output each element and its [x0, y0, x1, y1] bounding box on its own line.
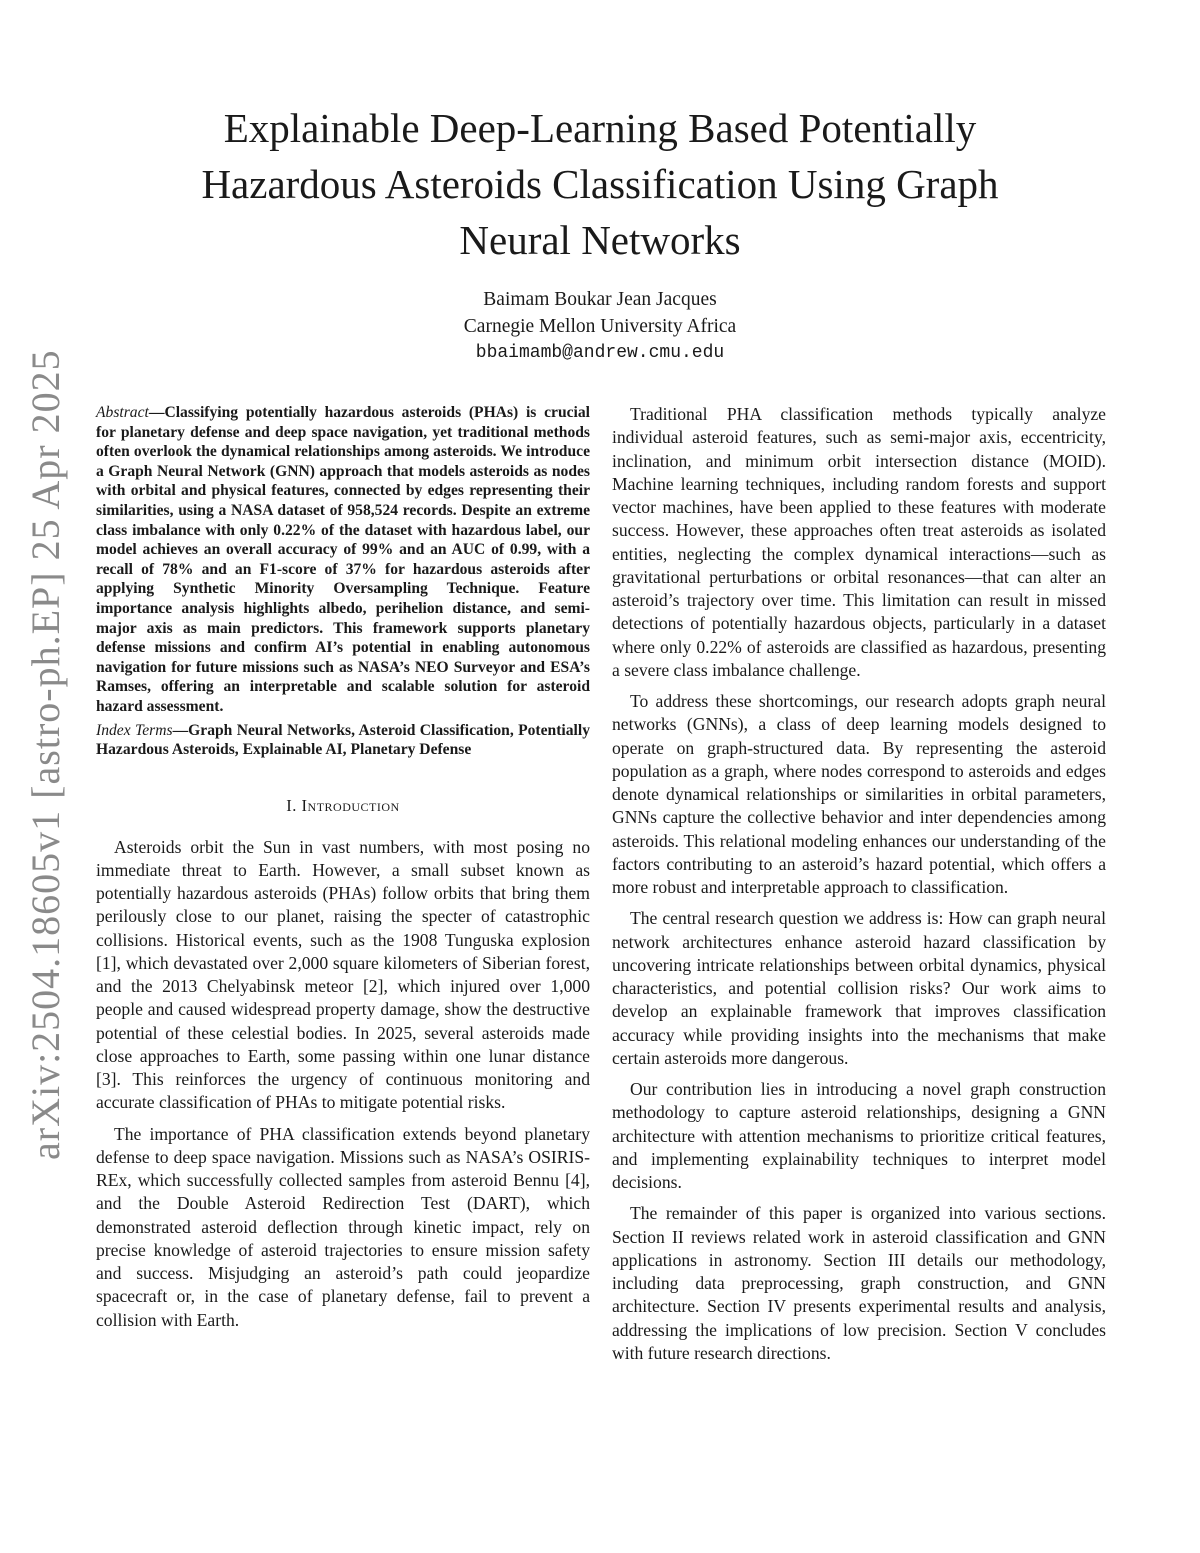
abstract-label: Abstract [96, 404, 149, 421]
index-terms [96, 721, 590, 760]
index-terms-text: —Graph Neural Networks, Asteroid Classification, Potentially Hazardous Asteroids, Explainable AI, Planetary Defense [96, 721, 590, 759]
paragraph: Our contribution lies in introducing a novel graph construction methodology to capture asteroid relationships, designing a GNN architecture with attention mechanisms to prioritize critical features, and implementing explainability techniques to interpret model decisions. [612, 1079, 1106, 1192]
section-number: I. [286, 795, 297, 815]
author-email[interactable]: bbaimamb@andrew.cmu.edu [475, 343, 725, 363]
arxiv-stamp: arXiv:2504.18605v1 [astro-ph.EP] 25 Apr 2025 [23, 349, 68, 1160]
paper-title [100, 100, 1100, 268]
title-line: Explainable Deep-Learning Based Potentially [223, 105, 977, 151]
author-affiliation: Carnegie Mellon University Africa [463, 316, 737, 337]
title-line: Neural Networks [459, 217, 741, 263]
paragraph: The remainder of this paper is organized into various sections. Section II reviews related work in asteroid classification and GNN applications in astronomy. Section III details our methodology, including data preprocessing, graph construction, and GNN architecture. Section IV presents experimental results and analysis, addressing the implications of low precision. Section V concludes with future research directions. [612, 1203, 1106, 1363]
abstract-text: —Classifying potentially hazardous asteroids (PHAs) is crucial for planetary defense and deep space navigation, yet traditional methods often overlook the dynamical relationships among asteroids. We introduce a Graph Neural Network (GNN) approach that models asteroids as nodes with orbital and physical features, connected by edges representing their similarities, using a NASA dataset of 958,524 records. Despite an extreme class imbalance with only 0.22% of the dataset with hazardous label, our model achieves an overall accuracy of 99% and an AUC of 0.99, with a recall of 78% and an F1-score of 37% for hazardous asteroids after applying Synthetic Minority Oversampling Technique. Feature importance analysis highlights albedo, perihelion distance, and semi-major axis as main predictors. This framework supports planetary defense missions and confirm AI’s potential in enabling autonomous navigation for future missions such as NASA’s NEO Surveyor and ESA’s Ramses, offering an interpretable and scalable solution for asteroid hazard assessment. [96, 404, 590, 715]
section-heading-introduction [96, 796, 590, 816]
abstract [96, 403, 590, 717]
paragraph: The central research question we address is: How can graph neural network architectures enhance asteroid hazard classification by uncovering intricate relationships between orbital dynamics, physical characteristics, and potential collision risks? Our work aims to develop an explainable framework that improves classification accuracy while providing insights into the mechanisms that make certain asteroids more dangerous. [612, 908, 1106, 1068]
left-column [96, 403, 590, 1340]
paragraph: Traditional PHA classification methods typically analyze individual asteroid features, such as semi-major axis, eccentricity, inclination, and minimum orbit intersection distance (MOID). Machine learning techniques, including random forests and support vector machines, have been applied to these features with moderate success. However, these approaches often treat asteroids as isolated entities, neglecting the complex dynamical interactions—such as gravitational perturbations or orbital resonances—that can alter an asteroid’s trajectory over time. This limitation can result in missed detections of potentially hazardous objects, particularly in a dataset where only 0.22% of asteroids are classified as hazardous, presenting a severe class imbalance challenge. [612, 404, 1106, 680]
author-block [100, 286, 1100, 367]
title-line: Hazardous Asteroids Classification Using Graph [201, 161, 999, 207]
paragraph: Asteroids orbit the Sun in vast numbers, with most posing no immediate threat to Earth. However, a small subset known as potentially hazardous asteroids (PHAs) follow orbits that bring them perilously close to our planet, raising the specter of catastrophic collisions. Historical events, such as the 1908 Tunguska explosion [1], which devastated over 2,000 square kilometers of Siberian forest, and the 2013 Chelyabinsk meteor [2], which injured over 1,000 people and caused widespread property damage, show the destructive potential of these celestial bodies. In 2025, several asteroids made close approaches to Earth, some passing within one lunar distance [3]. This reinforces the urgency of continuous monitoring and accurate classification of PHAs to mitigate potential risks. [96, 836, 590, 1113]
section-title: Introduction [301, 795, 400, 815]
author-name: Baimam Boukar Jean Jacques [483, 289, 717, 310]
paragraph: The importance of PHA classification extends beyond planetary defense to deep space navigation. Missions such as NASA’s OSIRIS-REx, which successfully collected samples from asteroid Bennu [4], and the Double Asteroid Redirection Test (DART), which demonstrated asteroid deflection through kinetic impact, rely on precise knowledge of asteroid trajectories to ensure mission safety and success. Misjudging an asteroid’s path could jeopardize spacecraft or, in the case of planetary defense, fail to prevent a collision with Earth. [96, 1123, 590, 1330]
paragraph: To address these shortcomings, our research adopts graph neural networks (GNNs), a class of deep learning models designed to operate on graph-structured data. By representing the asteroid population as a graph, where nodes correspond to asteroids and edges denote dynamical relationships or similarities in orbital parameters, GNNs capture the collective behavior and inter dependencies among asteroids. This relational modeling enhances our understanding of the factors contributing to an asteroid’s hazard potential, which offers a more robust and interpretable approach to classification. [612, 691, 1106, 897]
index-terms-label: Index Terms [96, 721, 173, 739]
right-column [612, 403, 1106, 1373]
